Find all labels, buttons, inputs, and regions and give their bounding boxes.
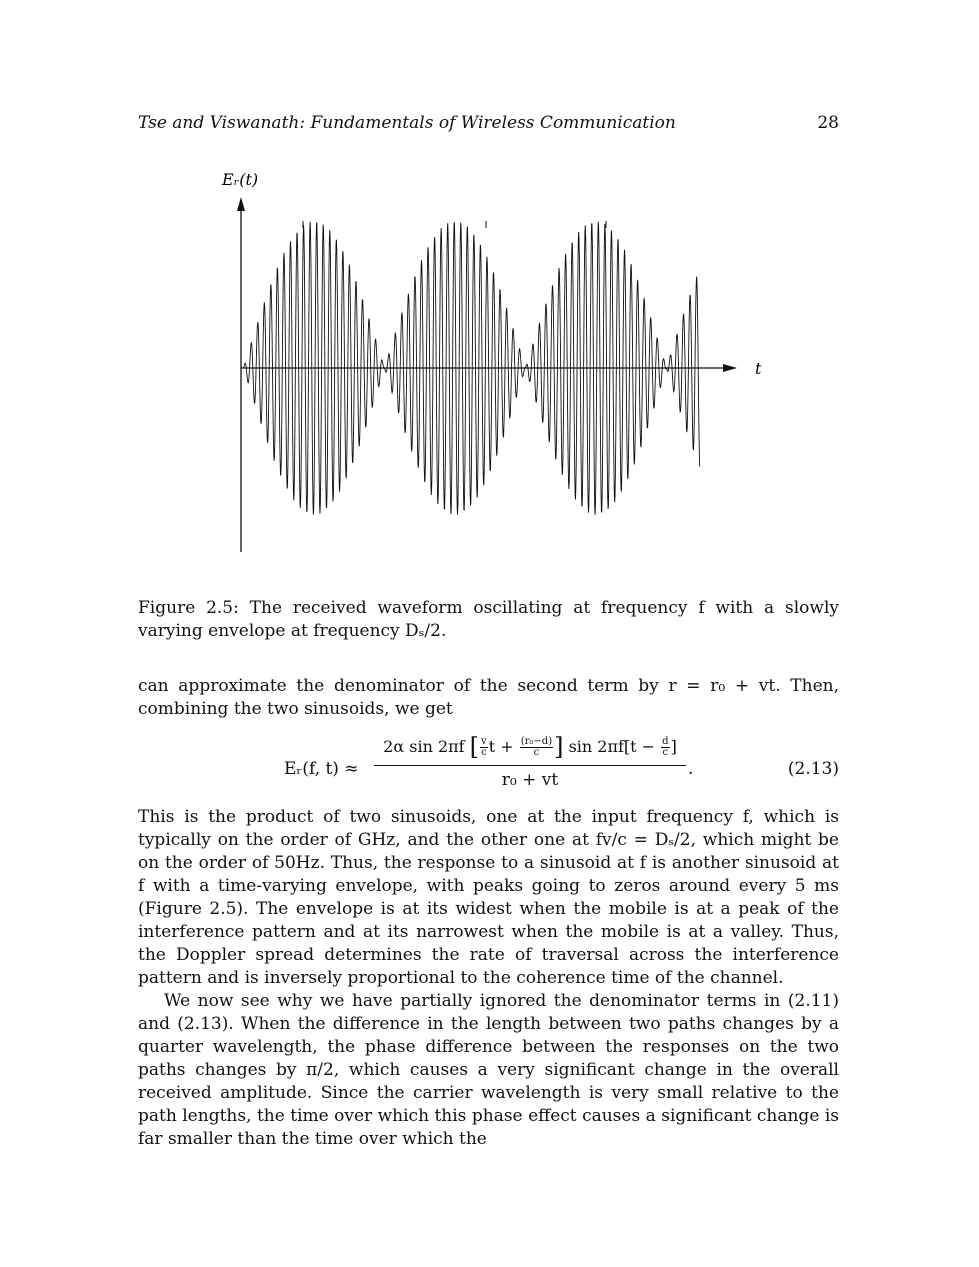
t-plus: t + [488, 737, 514, 756]
paragraph-2: This is the product of two sinusoids, one at the input frequency f, which is typically on the order of GHz, and the other one at fv/c = Dₛ/2, which might be on the order of 50Hz. Thus, the response to a sinusoid at f is another sinusoid at f with a time-varying envelope, with peaks going to zeros around every 5 ms (Figure 2.5). The envelope is at its widest when the mobile is at a peak of the interference pattern and at its narrowest when the mobile is at a valley. Thus, the Doppler spread determines the rate of traversal across the interference pattern and is inversely proportional to the coherence time of the channel. [138, 807, 839, 988]
right-bracket: ] [554, 733, 564, 761]
equation-lhs: Eᵣ(f, t) ≈ [284, 759, 359, 779]
running-title: Tse and Viswanath: Fundamentals of Wireless Communication [138, 113, 676, 133]
numerator-prefix: 2α sin 2πf [383, 737, 465, 756]
left-bracket: [ [469, 733, 480, 761]
equation-number: (2.13) [787, 759, 839, 779]
equation-fraction [374, 733, 686, 791]
sine-close: ] [670, 737, 677, 756]
x-axis-arrowhead [723, 364, 737, 372]
x-axis-label: t [755, 359, 762, 378]
paragraph-3: We now see why we have partially ignored the denominator terms in (2.11) and (2.13). When the difference in the length between two paths changes by a quarter wavelength, the phase difference between the responses on the two paths changes by π/2, which causes a very significant change in the overall received amplitude. Since the carrier wavelength is very small relative to the path lengths, the time over which this phase effect causes a significant change is far smaller than the time over which the [138, 991, 839, 1149]
figure-caption: Figure 2.5: The received waveform oscillating at frequency f with a slowly varying envelope at frequency Dₛ/2. [138, 598, 839, 641]
fraction-bar [374, 765, 686, 766]
equation-denominator: r₀ + vt [501, 770, 559, 790]
y-axis-label: Eᵣ(t) [222, 170, 259, 189]
equation-numerator [374, 733, 686, 763]
sine-term: sin 2πf[t − [568, 737, 656, 756]
paragraph-1: can approximate the denominator of the second term by r = r₀ + vt. Then, combining the two sinusoids, we get [138, 676, 839, 719]
y-axis-arrowhead [237, 197, 245, 211]
d-over-c: $\frac{d}{c}$ [662, 736, 669, 758]
waveform-figure [0, 0, 979, 590]
equation-2-13 [138, 733, 839, 797]
r0-minus-d-over-c: $\frac{\text{(r₀−d)}}{c}$ [520, 736, 553, 758]
v-over-c: $\frac{v}{c}$ [481, 736, 487, 758]
equation-period: . [688, 759, 694, 779]
page-number: 28 [817, 113, 839, 133]
